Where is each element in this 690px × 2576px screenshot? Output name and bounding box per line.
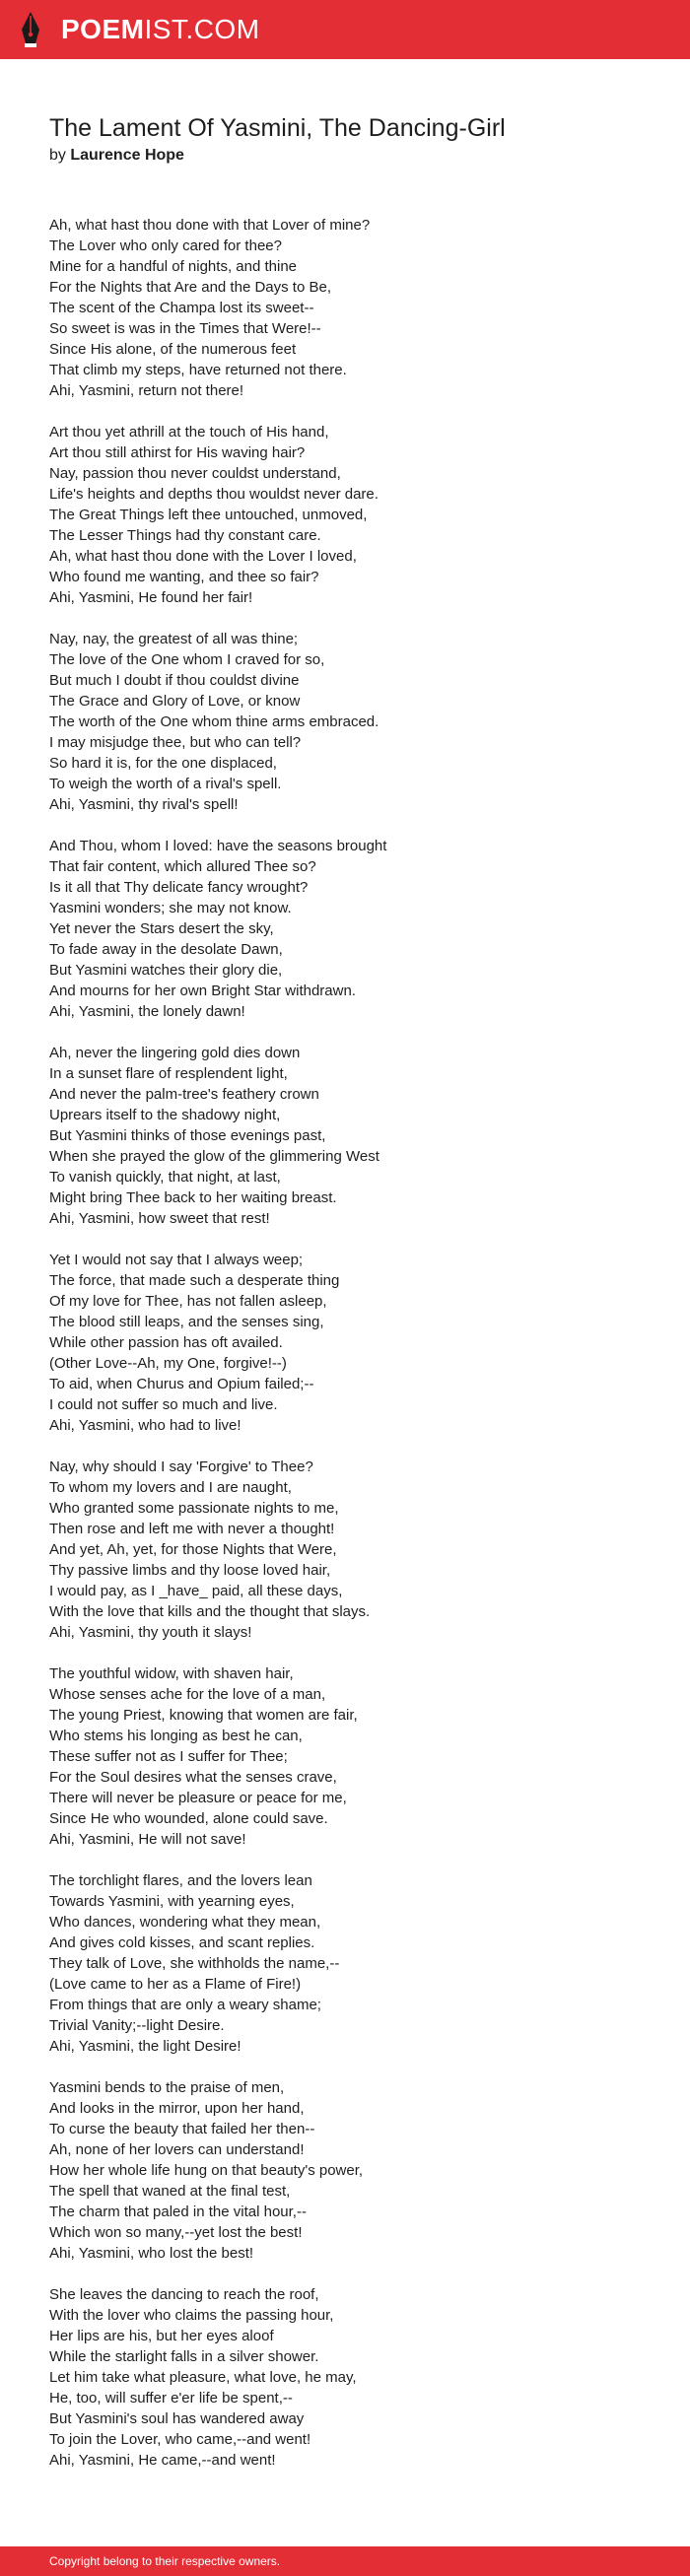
- poem-line: So sweet is was in the Times that Were!--: [49, 320, 321, 337]
- poem-line: So hard it is, for the one displaced,: [49, 755, 277, 772]
- poem-line: Which won so many,--yet lost the best!: [49, 2224, 303, 2241]
- poem-line: To vanish quickly, that night, at last,: [49, 1169, 281, 1186]
- poem-line: Art thou yet athrill at the touch of His hand,: [49, 424, 329, 441]
- poem-line: And Thou, whom I loved: have the seasons brought: [49, 838, 387, 854]
- poem-line: The torchlight flares, and the lovers lean: [49, 1872, 312, 1889]
- poem-line: The Lesser Things had thy constant care.: [49, 527, 321, 544]
- poem-line: But Yasmini's soul has wandered away: [49, 2410, 305, 2427]
- poem-line: Let him take what pleasure, what love, he may,: [49, 2369, 357, 2386]
- poem-line: Who granted some passionate nights to me,: [49, 1500, 339, 1517]
- poem-line: Is it all that Thy delicate fancy wrought?: [49, 879, 309, 896]
- poem-line: Since His alone, of the numerous feet: [49, 341, 297, 358]
- poem-line: Then rose and left me with never a thought!: [49, 1521, 335, 1537]
- poem-line: The youthful widow, with shaven hair,: [49, 1665, 294, 1682]
- by-label: by: [49, 147, 66, 164]
- site-header: [0, 0, 690, 59]
- poem-line: Ahi, Yasmini, the lonely dawn!: [49, 1003, 245, 1020]
- poem-line: Whose senses ache for the love of a man,: [49, 1686, 326, 1703]
- poem-line: Who stems his longing as best he can,: [49, 1728, 303, 1744]
- logo-text-strong: POEM: [61, 14, 145, 44]
- poem-line: To weigh the worth of a rival's spell.: [49, 776, 282, 792]
- stanza: [49, 1870, 660, 2057]
- stanza: [49, 836, 660, 1022]
- poem-line: The scent of the Champa lost its sweet--: [49, 300, 314, 316]
- poem-line: (Love came to her as a Flame of Fire!): [49, 1976, 302, 1993]
- poem-body: [49, 215, 660, 2491]
- poem-line: Ahi, Yasmini, return not there!: [49, 382, 244, 399]
- poem-line: Art thou still athirst for His waving hair?: [49, 444, 306, 461]
- poem-line: There will never be pleasure or peace for me,: [49, 1790, 347, 1806]
- poem-line: Trivial Vanity;--light Desire.: [49, 2017, 225, 2034]
- poem-line: And never the palm-tree's feathery crown: [49, 1086, 319, 1103]
- poem-line: And gives cold kisses, and scant replies.: [49, 1934, 315, 1951]
- poem-line: Ahi, Yasmini, He found her fair!: [49, 589, 253, 606]
- poem-line: To join the Lover, who came,--and went!: [49, 2431, 311, 2448]
- poem-line: Who found me wanting, and thee so fair?: [49, 569, 319, 585]
- poem-line: Thy passive limbs and thy loose loved hair,: [49, 1562, 331, 1579]
- stanza: [49, 1663, 660, 1850]
- poem-line: For the Soul desires what the senses crave,: [49, 1769, 337, 1786]
- logo-text-light: IST.COM: [144, 14, 260, 44]
- poem-line: For the Nights that Are and the Days to Be,: [49, 279, 331, 296]
- poem-line: Yet never the Stars desert the sky,: [49, 920, 274, 937]
- poem-line: Yasmini bends to the praise of men,: [49, 2079, 285, 2096]
- poem-line: Ah, what hast thou done with that Lover of mine?: [49, 217, 371, 234]
- poem-line: Might bring Thee back to her waiting breast.: [49, 1189, 337, 1206]
- poem-line: Uprears itself to the shadowy night,: [49, 1107, 281, 1123]
- stanza: [49, 1043, 660, 1229]
- poem-line: And looks in the mirror, upon her hand,: [49, 2100, 305, 2117]
- poem-line: Mine for a handful of nights, and thine: [49, 258, 298, 275]
- poem-line: Nay, nay, the greatest of all was thine;: [49, 631, 299, 647]
- poem-line: The young Priest, knowing that women are fair,: [49, 1707, 358, 1724]
- poem-line: Nay, passion thou never couldst understand,: [49, 465, 341, 482]
- poem-line: But Yasmini thinks of those evenings past,: [49, 1127, 326, 1144]
- author-name[interactable]: Laurence Hope: [70, 147, 184, 164]
- poem-line: Ahi, Yasmini, He will not save!: [49, 1831, 246, 1848]
- poem-title: The Lament Of Yasmini, The Dancing-Girl: [49, 114, 506, 142]
- poem-line: And yet, Ah, yet, for those Nights that Were,: [49, 1541, 337, 1558]
- poem-line: That climb my steps, have returned not there.: [49, 362, 347, 378]
- poem-line: Ahi, Yasmini, who lost the best!: [49, 2245, 254, 2262]
- poem-line: The spell that waned at the final test,: [49, 2183, 291, 2200]
- poem-line: But Yasmini watches their glory die,: [49, 962, 283, 979]
- poem-line: Yasmini wonders; she may not know.: [49, 900, 292, 916]
- poem-line: When she prayed the glow of the glimmering West: [49, 1148, 380, 1165]
- poem-line: He, too, will suffer e'er life be spent,--: [49, 2390, 293, 2407]
- poem-line: I would pay, as I _have_ paid, all these days,: [49, 1583, 343, 1599]
- poem-line: I may misjudge thee, but who can tell?: [49, 734, 302, 751]
- poem-line: The Great Things left thee untouched, unmoved,: [49, 507, 368, 523]
- poem-line: Of my love for Thee, has not fallen asleep,: [49, 1293, 327, 1310]
- poem-line: Nay, why should I say 'Forgive' to Thee?: [49, 1458, 313, 1475]
- poem-line: To curse the beauty that failed her then--: [49, 2121, 315, 2137]
- stanza: [49, 422, 660, 608]
- poem-line: And mourns for her own Bright Star withdrawn.: [49, 983, 356, 999]
- poem-line: She leaves the dancing to reach the roof,: [49, 2286, 319, 2303]
- byline: [49, 146, 184, 166]
- poem-line: With the love that kills and the thought that slays.: [49, 1603, 371, 1620]
- poem-line: To fade away in the desolate Dawn,: [49, 941, 283, 958]
- poem-line: The Lover who only cared for thee?: [49, 237, 282, 254]
- poem-line: Her lips are his, but her eyes aloof: [49, 2328, 274, 2344]
- poem-line: (Other Love--Ah, my One, forgive!--): [49, 1355, 287, 1372]
- poem-line: The charm that paled in the vital hour,--: [49, 2203, 307, 2220]
- poem-line: Since He who wounded, alone could save.: [49, 1810, 328, 1827]
- poem-line: The force, that made such a desperate thing: [49, 1272, 340, 1289]
- poem-line: Ahi, Yasmini, He came,--and went!: [49, 2452, 276, 2469]
- stanza: [49, 2284, 660, 2471]
- poem-line: The Grace and Glory of Love, or know: [49, 693, 301, 710]
- stanza: [49, 1457, 660, 1643]
- poem-line: Towards Yasmini, with yearning eyes,: [49, 1893, 295, 1910]
- poem-line: Who dances, wondering what they mean,: [49, 1914, 321, 1931]
- poem-line: Life's heights and depths thou wouldst never dare.: [49, 486, 379, 503]
- poem-line: Ah, never the lingering gold dies down: [49, 1045, 301, 1061]
- poem-line: That fair content, which allured Thee so?: [49, 858, 316, 875]
- poem-line: Ah, none of her lovers can understand!: [49, 2141, 305, 2158]
- poem-line: Ahi, Yasmini, thy rival's spell!: [49, 796, 239, 813]
- poem-line: The love of the One whom I craved for so,: [49, 651, 325, 668]
- poem-line: Yet I would not say that I always weep;: [49, 1252, 304, 1268]
- poem-line: But much I doubt if thou couldst divine: [49, 672, 300, 689]
- poem-line: Ahi, Yasmini, the light Desire!: [49, 2038, 242, 2055]
- poem-line: Ahi, Yasmini, thy youth it slays!: [49, 1624, 252, 1641]
- poem-line: With the lover who claims the passing hour,: [49, 2307, 334, 2324]
- poem-line: To whom my lovers and I are naught,: [49, 1479, 292, 1496]
- site-logo[interactable]: [61, 14, 260, 45]
- poem-line: While other passion has oft availed.: [49, 1334, 283, 1351]
- poem-line: Ahi, Yasmini, who had to live!: [49, 1417, 242, 1434]
- copyright-notice: Copyright belong to their respective owners.: [49, 2554, 281, 2568]
- poem-line: While the starlight falls in a silver shower.: [49, 2348, 319, 2365]
- stanza: [49, 629, 660, 815]
- site-footer: [0, 2546, 690, 2576]
- poem-line: These suffer not as I suffer for Thee;: [49, 1748, 288, 1765]
- poem-line: Ah, what hast thou done with the Lover I loved,: [49, 548, 357, 565]
- poem-line: How her whole life hung on that beauty's power,: [49, 2162, 364, 2179]
- poem-line: The worth of the One whom thine arms embraced.: [49, 713, 380, 730]
- poem-line: I could not suffer so much and live.: [49, 1396, 278, 1413]
- poem-line: To aid, when Churus and Opium failed;--: [49, 1376, 314, 1392]
- poem-line: In a sunset flare of resplendent light,: [49, 1065, 288, 1082]
- stanza: [49, 2077, 660, 2264]
- stanza: [49, 215, 660, 401]
- poem-line: Ahi, Yasmini, how sweet that rest!: [49, 1210, 270, 1227]
- poem-line: From things that are only a weary shame;: [49, 1997, 321, 2013]
- stanza: [49, 1250, 660, 1436]
- fountain-pen-nib-icon[interactable]: [18, 10, 43, 49]
- poem-line: The blood still leaps, and the senses sing,: [49, 1314, 324, 1330]
- poem-line: They talk of Love, she withholds the name,--: [49, 1955, 340, 1972]
